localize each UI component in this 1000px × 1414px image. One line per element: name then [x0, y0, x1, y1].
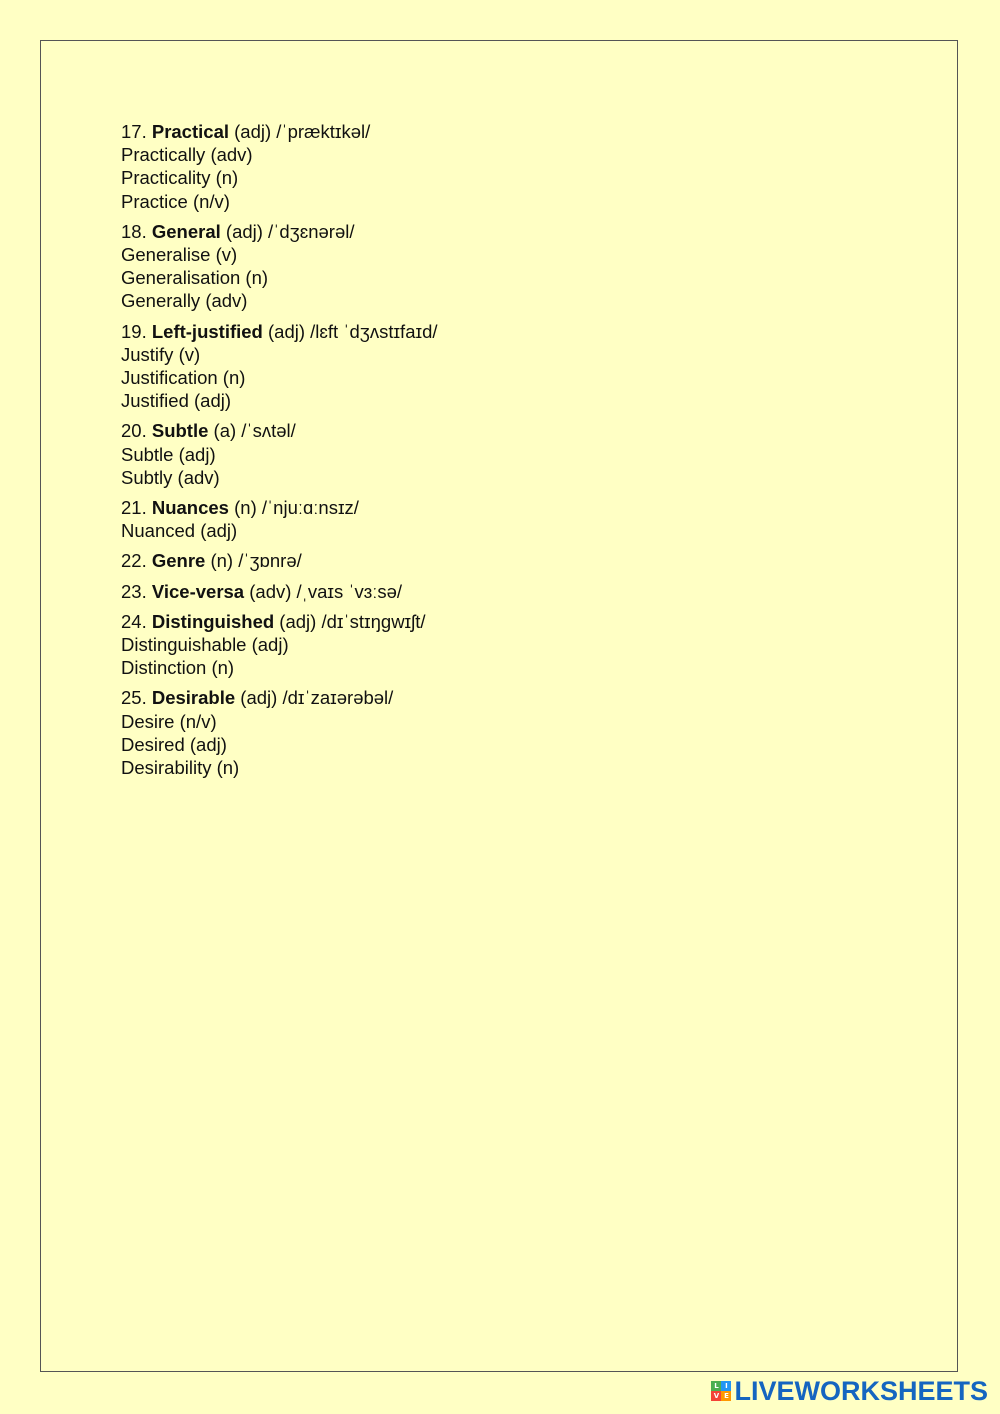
word-form: Generally (adv)	[121, 290, 248, 312]
entry-heading	[121, 496, 921, 519]
entry-number: 17.	[121, 121, 147, 142]
entry-pos-pronunciation: (adj) /lɛft ˈdʒʌstɪfaɪd/	[262, 320, 438, 342]
word-form: Practically (adv)	[121, 144, 253, 166]
entry-heading	[121, 549, 921, 572]
vocab-entry-25	[121, 686, 921, 779]
vocab-entry-24	[121, 610, 921, 680]
word-form: Practice (n/v)	[121, 190, 230, 212]
liveworksheets-logo-icon	[711, 1381, 731, 1401]
logo-badge-letter: L	[711, 1381, 721, 1391]
entry-heading	[121, 220, 921, 243]
vocab-entry-19	[121, 320, 921, 413]
entry-term: Practical	[151, 121, 229, 142]
entry-number: 18.	[121, 220, 147, 242]
entry-heading	[121, 610, 921, 633]
vocab-entry-17	[121, 120, 921, 213]
entry-heading	[121, 580, 921, 603]
entry-number: 20.	[121, 420, 147, 442]
word-form: Desired (adj)	[121, 733, 227, 755]
word-form: Subtly (adv)	[121, 466, 220, 488]
word-form: Subtle (adj)	[121, 443, 216, 465]
entry-heading	[121, 120, 921, 143]
entry-pos-pronunciation: (a) /ˈsʌtəl/	[208, 420, 296, 442]
logo-badge-letter: I	[721, 1381, 731, 1391]
entry-pos-pronunciation: (adv) /ˌvaɪs ˈvɜːsə/	[244, 580, 403, 602]
entry-number: 25.	[121, 687, 147, 709]
liveworksheets-logo[interactable]	[711, 1376, 988, 1406]
word-form: Distinction (n)	[121, 657, 235, 679]
entry-term: Subtle	[151, 420, 209, 442]
vocabulary-list	[121, 120, 921, 786]
logo-badge-letter: E	[721, 1391, 731, 1401]
entry-number: 19.	[121, 320, 147, 342]
entry-term: Distinguished	[151, 610, 275, 632]
entry-heading	[121, 419, 921, 442]
word-form: Justify (v)	[121, 343, 201, 365]
entry-number: 23.	[121, 580, 147, 602]
entry-pos-pronunciation: (adj) /dɪˈstɪŋgwɪʃt/	[274, 610, 426, 632]
entry-pos-pronunciation: (adj) /ˈdʒɛnərəl/	[220, 220, 355, 242]
word-form: Nuanced (adj)	[121, 520, 238, 542]
entry-heading	[121, 320, 921, 343]
word-form: Justification (n)	[121, 367, 246, 389]
word-form: Practicality (n)	[121, 167, 239, 189]
entry-number: 24.	[121, 610, 147, 632]
entry-term: Desirable	[151, 687, 236, 709]
entry-term: Vice-versa	[151, 580, 245, 602]
word-form: Desirability (n)	[121, 757, 240, 779]
word-form: Distinguishable (adj)	[121, 634, 289, 656]
word-form: Justified (adj)	[121, 390, 232, 412]
logo-text: LIVEWORKSHEETS	[734, 1376, 988, 1406]
entry-pos-pronunciation: (adj) /ˈpræktɪkəl/	[229, 121, 371, 142]
word-form: Generalise (v)	[121, 244, 238, 266]
word-form: Desire (n/v)	[121, 710, 217, 732]
logo-badge-letter: V	[711, 1391, 721, 1401]
word-form: Generalisation (n)	[121, 267, 269, 289]
entry-number: 22.	[121, 550, 147, 572]
entry-term: Genre	[151, 550, 206, 572]
vocab-entry-20	[121, 419, 921, 489]
entry-pos-pronunciation: (n) /ˈʒɒnrə/	[205, 550, 302, 572]
entry-number: 21.	[121, 497, 147, 519]
vocab-entry-23	[121, 580, 921, 603]
vocab-entry-21	[121, 496, 921, 542]
entry-term: General	[151, 220, 221, 242]
entry-heading	[121, 686, 921, 709]
entry-pos-pronunciation: (adj) /dɪˈzaɪərəbəl/	[235, 687, 394, 709]
entry-term: Left-justified	[151, 320, 263, 342]
vocab-entry-22	[121, 549, 921, 572]
entry-pos-pronunciation: (n) /ˈnjuːɑːnsɪz/	[228, 497, 359, 519]
entry-term: Nuances	[151, 497, 229, 519]
vocab-entry-18	[121, 220, 921, 313]
